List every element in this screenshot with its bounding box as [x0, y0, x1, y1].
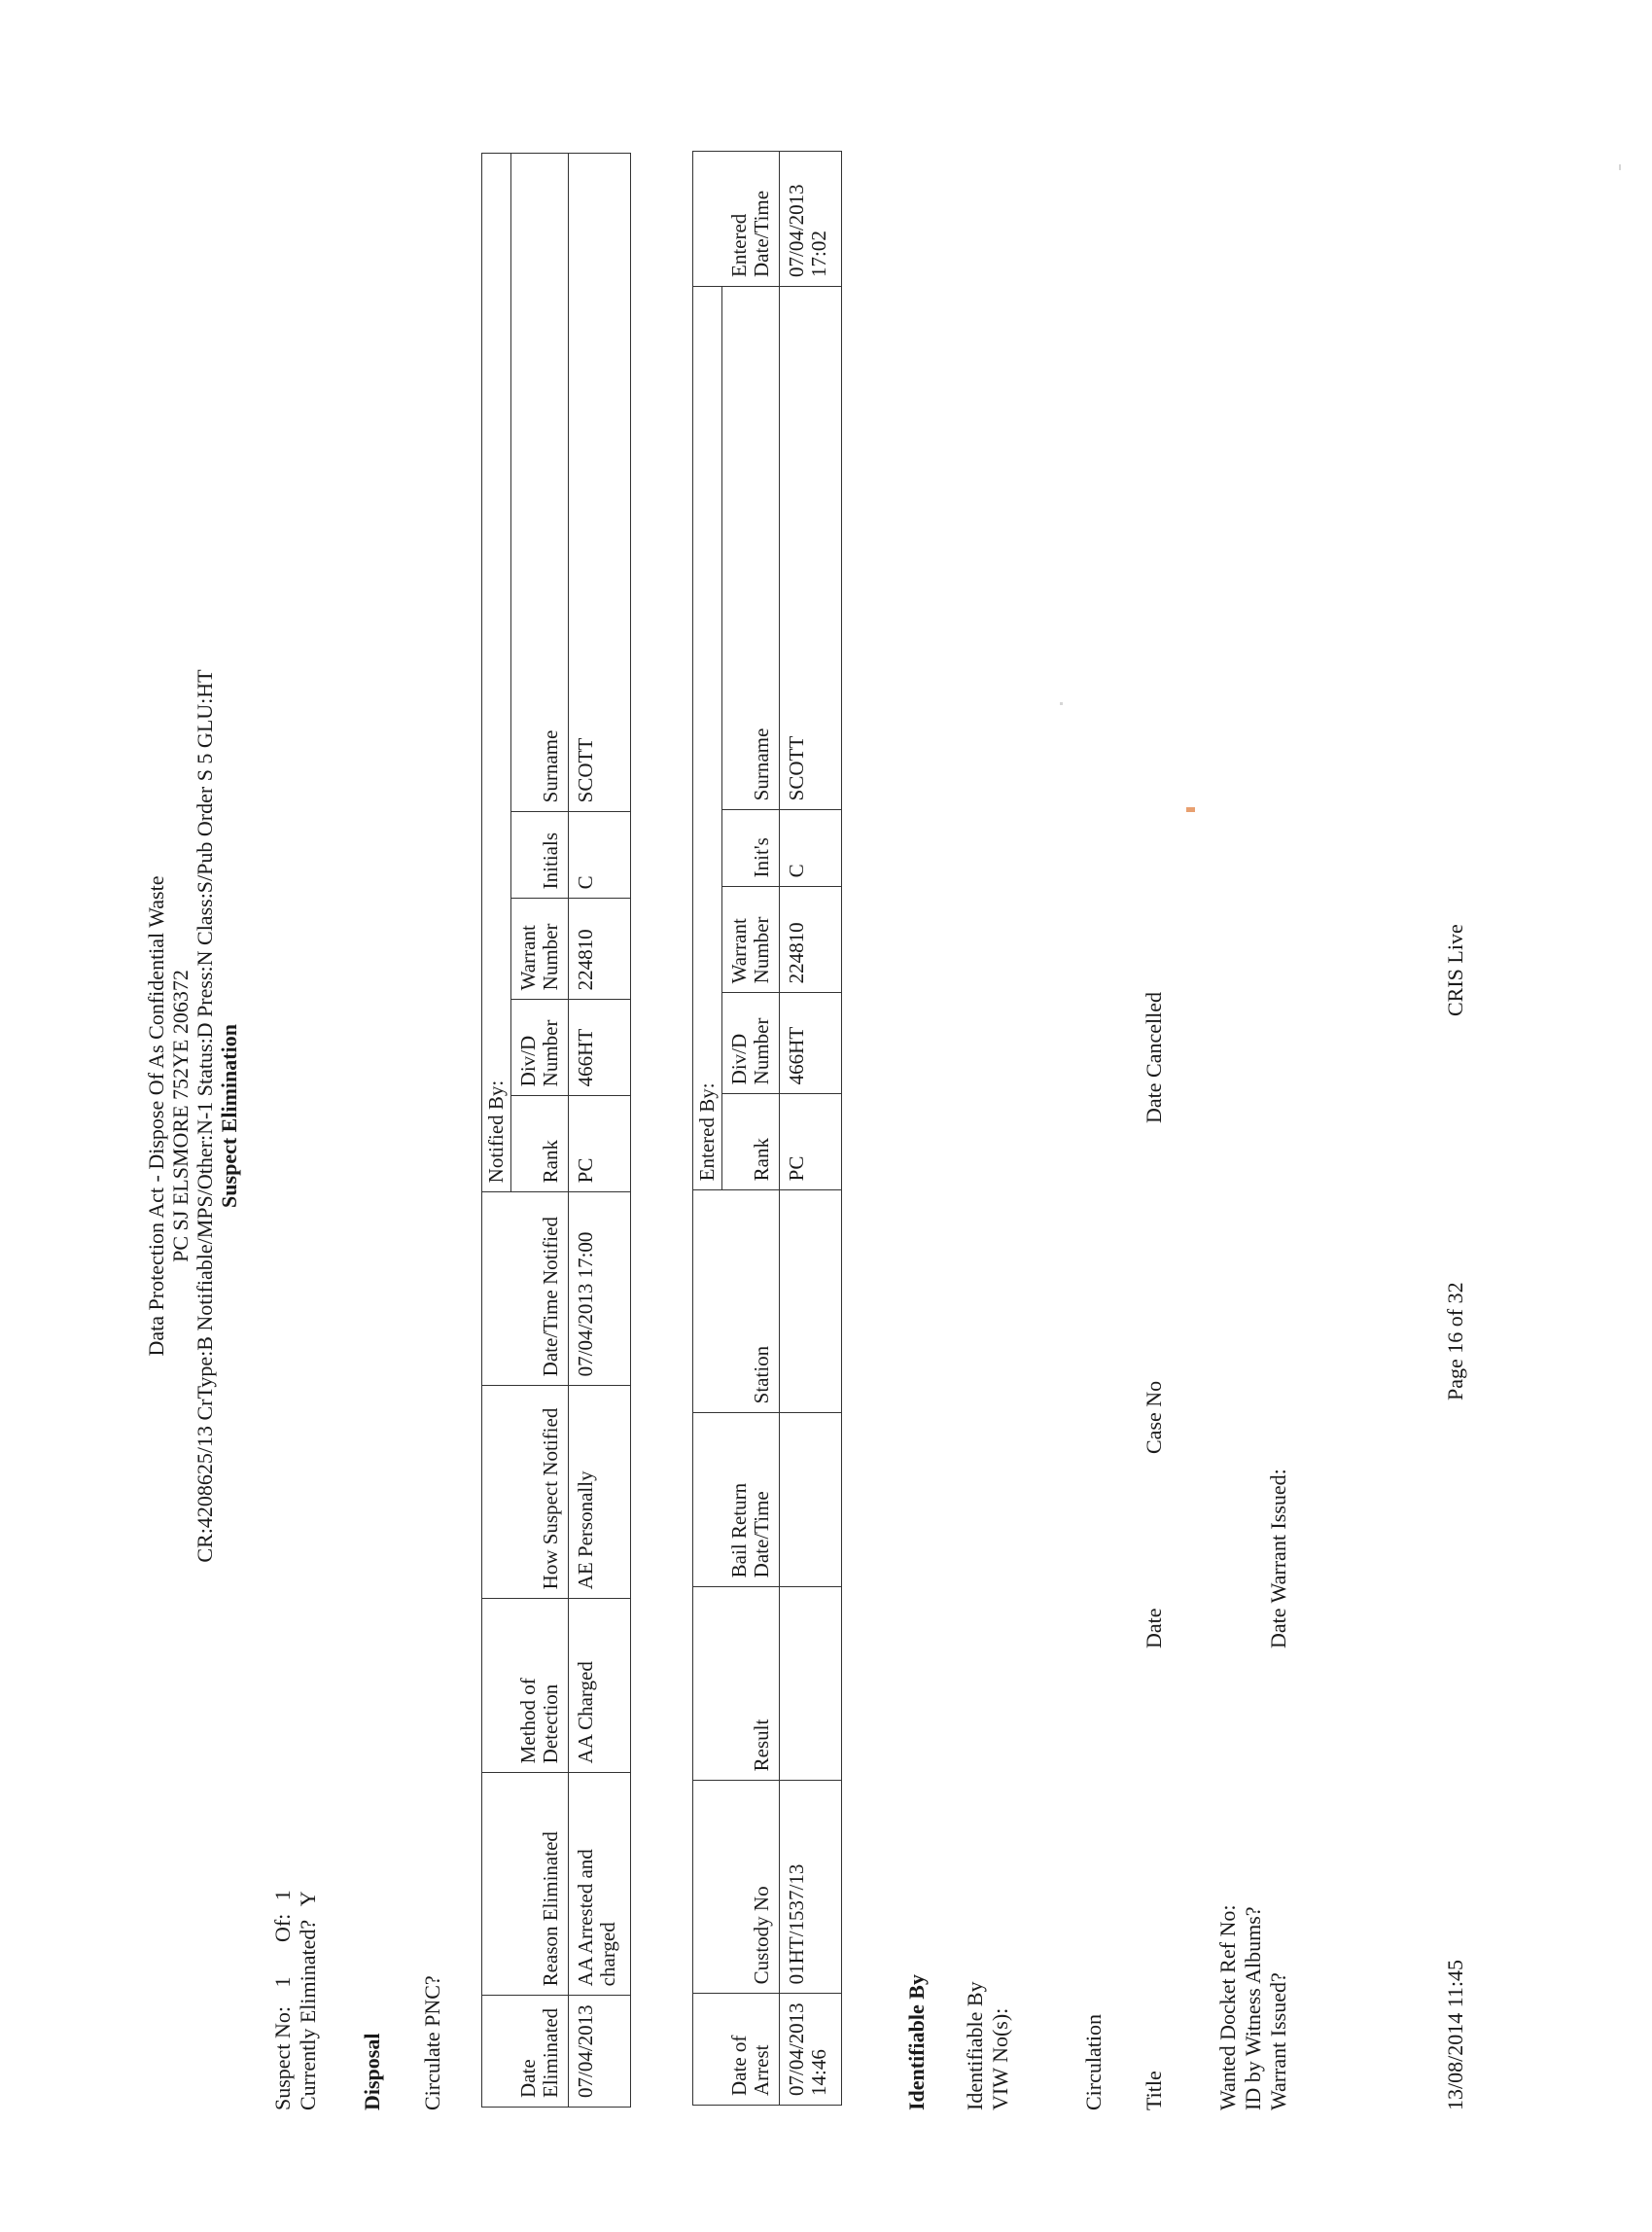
- page-title: Suspect Elimination: [217, 1024, 241, 1208]
- col-date-of-arrest: Date of Arrest: [693, 1994, 780, 2106]
- col-reason-eliminated: Reason Eliminated: [482, 1773, 569, 1996]
- viw-no-label: VIW No(s):: [988, 2007, 1012, 2110]
- disposal-heading: Disposal: [360, 2033, 384, 2110]
- scan-artifact: [1060, 702, 1063, 705]
- cell-reason-eliminated: AA Arrested and charged: [569, 1773, 631, 1996]
- col-custody-no: Custody No: [693, 1781, 780, 1994]
- suspect-no-label: Suspect No:: [270, 2006, 295, 2110]
- col-div-d-number: Div/D Number: [722, 993, 780, 1094]
- cell-div-d-number: 466HT: [569, 1000, 631, 1096]
- scan-artifact: [1186, 807, 1195, 812]
- circ-title-label: Title: [1142, 2071, 1166, 2110]
- entered-by-group: Entered By:: [693, 287, 722, 1190]
- cell-rank: PC: [780, 1094, 842, 1190]
- document-header: [144, 0, 241, 2232]
- cell-method-of-detection: AA Charged: [569, 1599, 631, 1773]
- col-rank: Rank: [511, 1096, 569, 1192]
- circulation-heading: Circulation: [1081, 2014, 1106, 2110]
- currently-eliminated-value: Y: [296, 1891, 320, 1907]
- cell-surname: SCOTT: [780, 287, 842, 810]
- col-warrant-number: Warrant Number: [511, 899, 569, 1000]
- cell-date-eliminated: 07/04/2013: [569, 1996, 631, 2108]
- col-entered-date-time: Entered Date/Time: [693, 152, 780, 287]
- table-row: [780, 152, 842, 2106]
- cell-inits: C: [780, 810, 842, 887]
- col-warrant-number: Warrant Number: [722, 887, 780, 993]
- identifiable-fields: [963, 1981, 1013, 2110]
- col-surname: Surname: [511, 154, 569, 812]
- date-warrant-issued-label: Date Warrant Issued:: [1266, 1469, 1290, 1648]
- notified-by-group: Notified By:: [482, 154, 511, 1192]
- col-rank: Rank: [722, 1094, 780, 1190]
- circ-case-no-label: Case No: [1142, 1380, 1166, 1454]
- cell-entered-date-time: 07/04/2013 17:02: [780, 152, 842, 287]
- cell-date-time-notified: 07/04/2013 17:00: [569, 1192, 631, 1386]
- circulate-pnc-label: Circulate PNC?: [420, 1975, 444, 2110]
- scan-artifact: [1619, 164, 1621, 170]
- cell-station: [780, 1190, 842, 1413]
- circ-date-label: Date: [1142, 1608, 1166, 1648]
- footer-printed-date: 13/08/2014 11:45: [1443, 1959, 1467, 2110]
- col-bail-return: Bail Return Date/Time: [693, 1413, 780, 1587]
- cell-date-of-arrest: 07/04/2013 14:46: [780, 1994, 842, 2106]
- cell-custody-no: 01HT/1537/13: [780, 1781, 842, 1994]
- dpa-notice: Data Protection Act - Dispose Of As Confidential Waste: [144, 875, 168, 1357]
- col-method-of-detection: Method of Detection: [482, 1599, 569, 1773]
- col-surname: Surname: [722, 287, 780, 810]
- cell-surname: SCOTT: [569, 154, 631, 812]
- col-station: Station: [693, 1190, 780, 1413]
- suspect-of-value: 1: [270, 1890, 295, 1901]
- circ-date-cancelled-label: Date Cancelled: [1142, 992, 1166, 1123]
- col-initials: Initials: [511, 812, 569, 899]
- suspect-info: [270, 1890, 321, 2110]
- suspect-no-value: 1: [270, 1976, 295, 1988]
- elimination-table: [481, 153, 631, 2108]
- col-inits: Init's: [722, 810, 780, 887]
- wanted-docket-label: Wanted Docket Ref No:: [1215, 1904, 1240, 2110]
- id-by-witness-label: ID by Witness Albums?: [1241, 1906, 1265, 2110]
- col-div-d-number: Div/D Number: [511, 1000, 569, 1096]
- arrest-table: [692, 151, 842, 2106]
- crime-reference-line: CR:4208625/13 CrType:B Notifiable/MPS/Other:N-1 Status:D Press:N Class:S/Pub Order S 5 GLU:HT: [193, 669, 217, 1563]
- suspect-of-label: Of:: [270, 1913, 295, 1943]
- identifiable-by-label: Identifiable By: [963, 1981, 987, 2110]
- footer-system-name: CRIS Live: [1443, 924, 1467, 1016]
- officer-line: PC SJ ELSMORE 752YE 206372: [168, 970, 193, 1262]
- table-row: [569, 154, 631, 2108]
- col-result: Result: [693, 1587, 780, 1781]
- col-how-suspect-notified: How Suspect Notified: [482, 1386, 569, 1599]
- cell-warrant-number: 224810: [780, 887, 842, 993]
- col-date-eliminated: Date Eliminated: [482, 1996, 569, 2108]
- col-date-time-notified: Date/Time Notified: [482, 1192, 569, 1386]
- cell-how-suspect-notified: AE Personally: [569, 1386, 631, 1599]
- cell-warrant-number: 224810: [569, 899, 631, 1000]
- cell-rank: PC: [569, 1096, 631, 1192]
- wanted-fields: [1215, 1905, 1291, 2110]
- cell-initials: C: [569, 812, 631, 899]
- currently-eliminated-label: Currently Eliminated?: [296, 1919, 320, 2110]
- footer-page-number: Page 16 of 32: [1443, 1282, 1467, 1400]
- cell-div-d-number: 466HT: [780, 993, 842, 1094]
- cell-bail-return: [780, 1413, 842, 1587]
- identifiable-heading: Identifiable By: [904, 1974, 929, 2110]
- warrant-issued-label: Warrant Issued?: [1266, 1972, 1290, 2110]
- cell-result: [780, 1587, 842, 1781]
